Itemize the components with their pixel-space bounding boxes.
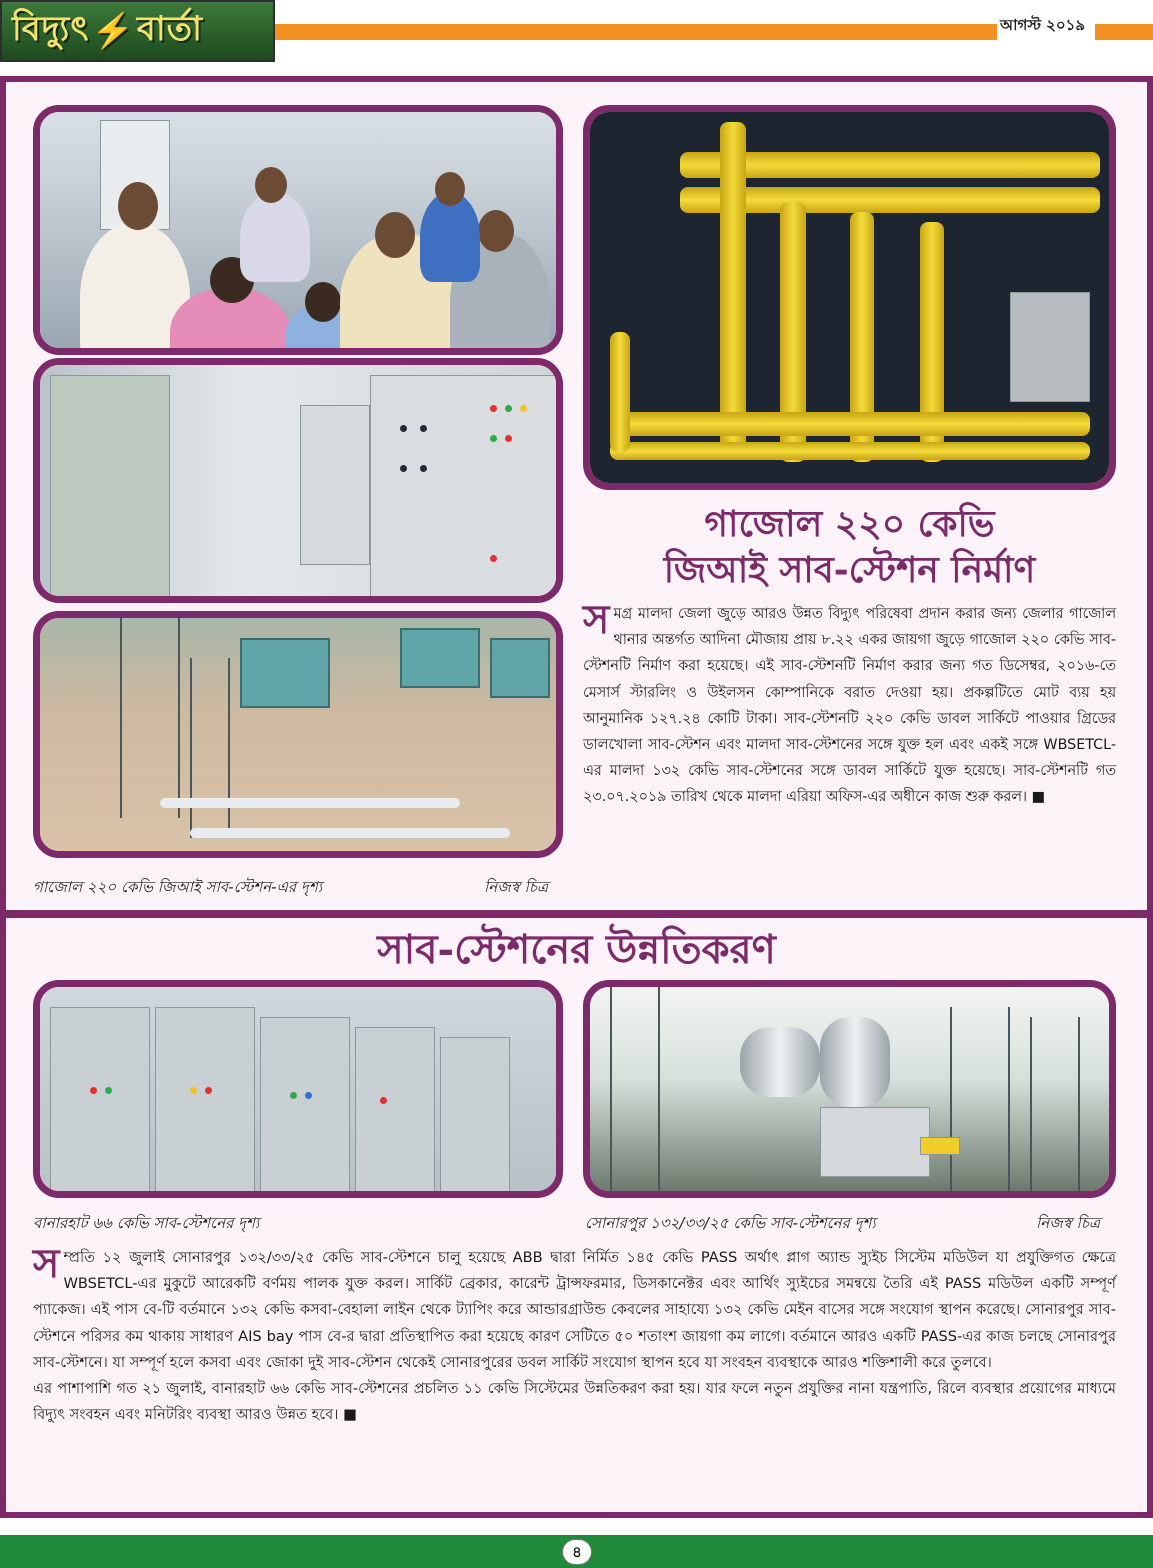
article2-headline: সাব-স্টেশনের উন্নতিকরণ (377, 926, 776, 973)
article2-caption-left: বানারহাট ৬৬ কেভি সাব-স্টেশনের দৃশ্য (33, 1214, 260, 1232)
issue-date: আগস্ট ২০১৯ (1000, 16, 1086, 34)
masthead (0, 0, 1153, 66)
article1-headline-line1: গাজোল ২২০ কেভি (704, 503, 995, 545)
article2-photo-credit: নিজস্ব চিত্র (1036, 1214, 1100, 1232)
logo-text-left: বিদ্যুৎ (12, 8, 90, 49)
article2-body-p1: ম্প্রতি ১২ জুলাই সোনারপুর ১৩২/৩৩/২৫ কেভি সাব-স্টেশনে চালু হয়েছে ABB দ্বারা নির্মিত ১৪৫ কেভি PASS অর্থাৎ প্লাগ অ্যান্ড স্যুইচ সিস্টেম মডিউল যা প্রযুক্তিগত ক্ষেত্রে WBSETCL-এর মুকুটে আরেকটি বর্ণময় পালক যুক্ত করল। সার্কিট ব্রেকার, কারেন্ট ট্রান্সফরমার, ডিসকানেক্টর এবং আর্থিং স্যুইচের সমন্বয়ে তৈরি এই PASS মডিউল একটি সম্পূর্ণ প্যাকেজ। এই পাস বে-টি বর্তমানে ১৩২ কেভি কসবা-বেহালা লাইন থেকে ট্যাপিং করে আন্ডারগ্রাউন্ড কেবলের সাহায্যে ১৩২ কেভি মেইন বাসের সঙ্গে সংযোগ স্থাপন করেছে। সোনারপুর সাব-স্টেশনে পরিসর কম থাকায় সাধারণ AIS bay পাস বে-র দ্বারা প্রতিস্থাপিত করা হয়েছে কারণ সেটিতে ৫০ শতাংশ জায়গা কম লাগে। বর্তমানে আরও একটি PASS-এর কাজ চলছে সোনারপুর সাব-স্টেশনে। যা সম্পূর্ণ হলে কসবা এবং জোকা দুই সাব-স্টেশন থেকেই সোনারপুরের ডবল সার্কিট সংযোগ স্থাপন হবে যা সংবহন ব্যবস্থাকে আরও শক্তিশালী করে তুলবে। (33, 1249, 1116, 1371)
page-number: ৪ (562, 1539, 592, 1565)
photo-control-room (33, 358, 563, 603)
photo-banarhat-panels (33, 980, 563, 1198)
article2-body-p2: এর পাশাপাশি গত ২১ জুলাই, বানারহাট ৬৬ কেভি সাব-স্টেশনের প্রচলিত ১১ কেভি সিস্টেমের উন্নতিকরণ করা হয়। যার ফলে নতুন প্রযুক্তির নানা যন্ত্রপাতি, রিলে ব্যবস্থার প্রয়োগের মাধ্যমে বিদ্যুৎ সংবহন এবং মনিটরিং ব্যবস্থা আরও উন্নত হবে। ■ (33, 1380, 1116, 1424)
photo-inspection-team (33, 105, 563, 355)
lightning-icon: ⚡ (91, 11, 135, 51)
article2-dropcap: স (33, 1240, 60, 1287)
photo-gis-pipes (583, 105, 1116, 490)
photo-sonarpur-pass (583, 980, 1116, 1198)
photo-construction-site (33, 611, 563, 858)
publication-logo (0, 0, 275, 62)
section-divider (6, 910, 1147, 918)
article2-body (33, 1240, 1116, 1507)
article1-photo-credit: নিজস্ব চিত্র (484, 878, 548, 896)
header-bar (275, 24, 997, 40)
article1-dropcap: স (583, 596, 610, 643)
article1-body-text: মগ্র মালদা জেলা জুড়ে আরও উন্নত বিদ্যুৎ পরিষেবা প্রদান করার জন্য জেলার গাজোল থানার অন্তর্গত আদিনা মৌজায় প্রায় ৮.২২ একর জায়গা জুড়ে গাজোল ২২০ কেভি সাব-স্টেশনটি নির্মাণ করা হয়েছে। এই সাব-স্টেশনটি নির্মাণ করার জন্য গত ডিসেম্বর, ২০১৬-তে মেসার্স স্টারলিং ও উইলসন কোম্পানিকে বরাত দেওয়া হয়। প্রকল্পটিতে মোট ব্যয় হয় আনুমানিক ১২৭.২৪ কোটি টাকা। সাব-স্টেশনটি ২২০ কেভি ডাবল সার্কিটে পাওয়ার গ্রিডের ডালখোলা সাব-স্টেশন এবং মালদা সাব-স্টেশনের সঙ্গে যুক্ত হল এবং একই সঙ্গে WBSETCL-এর মালদা ১৩২ কেভি সাব-স্টেশনের সঙ্গে ডাবল সার্কিটে যুক্ত হয়েছে। সাব-স্টেশনটি গত ২৩.০৭.২০১৯ তারিখ থেকে মালদা এরিয়া অফিস-এর অধীনে কাজ শুরু করল। ■ (583, 606, 1116, 806)
header-bar-right (1095, 24, 1153, 40)
article1-photo-caption: গাজোল ২২০ কেভি জিআই সাব-স্টেশন-এর দৃশ্য (33, 878, 323, 896)
article2-caption-right: সোনারপুর ১৩২/৩৩/২৫ কেভি সাব-স্টেশনের দৃশ্য (585, 1214, 876, 1232)
logo-text-right: বার্তা (136, 8, 204, 49)
article1-headline-line2: জিআই সাব-স্টেশন নির্মাণ (663, 549, 1036, 591)
article1-body (583, 596, 1116, 906)
